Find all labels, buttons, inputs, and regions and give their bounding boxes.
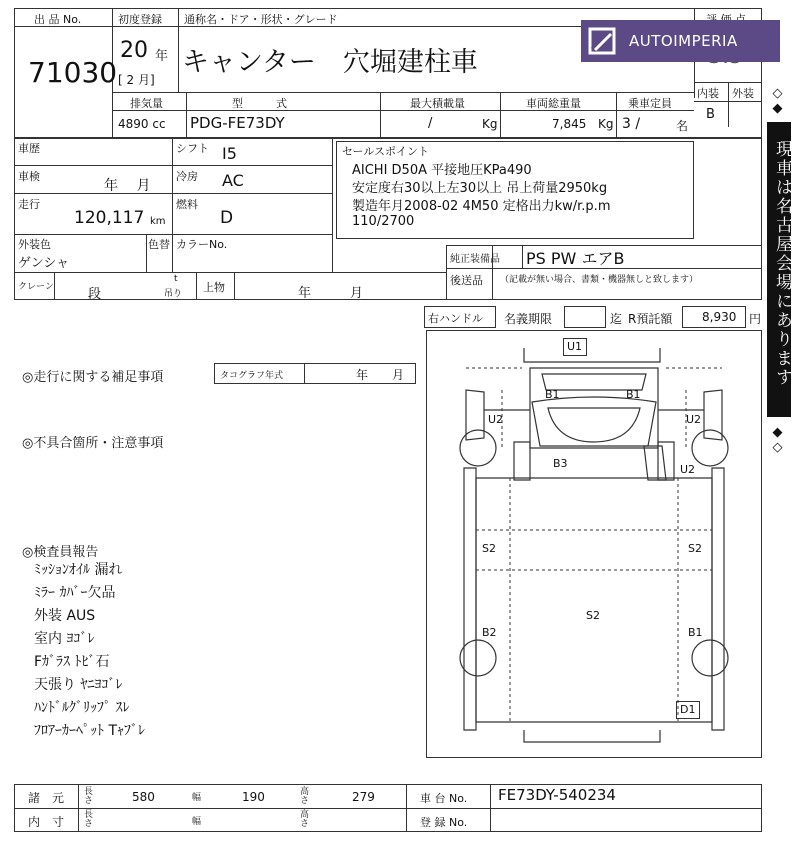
sales-point-line: 製造年月2008-02 4M50 定格出力kw/r.p.m: [352, 199, 611, 214]
chassis-label: 車 台 No.: [420, 792, 468, 805]
inspector-line: 室内 ﾖｺﾞﾚ: [34, 631, 95, 647]
color-no-label: カラーNo.: [176, 238, 228, 251]
model-label: 型 式: [232, 97, 287, 110]
lot-number: 71030: [28, 56, 118, 89]
sales-point-line: 安定度右30以上左30以上 吊上荷量2950kg: [352, 181, 608, 196]
shift-label: シフト: [176, 142, 209, 155]
width-label: 幅: [192, 793, 202, 803]
model-value: PDG-FE73DY: [190, 114, 285, 132]
mileage-label: 走行: [18, 198, 40, 211]
crane-label: クレーン: [18, 282, 54, 292]
term-suffix: 迄: [610, 312, 623, 326]
lot-label: 出 品 No.: [34, 13, 82, 26]
name-label: 通称名・ドア・形状・グレード: [184, 13, 338, 26]
sales-points-label: セールスポイント: [342, 145, 430, 158]
upper-label: 上物: [203, 281, 225, 294]
diagram-mark: U1: [567, 340, 583, 353]
capacity-unit: 名: [676, 119, 689, 133]
ac-label: 冷房: [176, 170, 198, 183]
diagram-mark: B1: [688, 626, 703, 639]
interior-label: 内装: [697, 87, 719, 100]
diagram-mark: U2: [488, 413, 504, 426]
inspector-line: ﾐﾗｰ ｶﾊﾞｰ欠品: [34, 585, 116, 601]
diagram-mark: B2: [482, 626, 497, 639]
delivery-label: 後送品: [450, 274, 483, 287]
recycle-unit: 円: [749, 312, 762, 326]
gvw-value: 7,845: [552, 117, 587, 131]
size-label: 内 寸: [28, 815, 65, 829]
term-box: [564, 306, 606, 328]
first-reg-label: 初度登録: [118, 13, 162, 26]
spec-label: 諸 元: [28, 791, 65, 805]
displacement-value: 4890 cc: [118, 117, 166, 131]
height-value: 279: [352, 790, 375, 804]
side-banner-top: ◇◆: [770, 86, 785, 116]
car-name: キャンター 穴堀建柱車: [182, 47, 478, 78]
max-load-value: /: [428, 116, 433, 131]
logo-text: AUTOIMPERIA: [629, 32, 738, 50]
exterior-color-value: ゲンシャ: [18, 256, 70, 271]
tacho-value: 年 月: [356, 368, 405, 382]
inspector-line: ﾌﾛｱｰｶｰﾍﾟｯﾄ Tｬﾌﾞﾚ: [34, 723, 146, 739]
max-load-unit: Kg: [482, 117, 498, 131]
inspector-label: ◎検査員報告: [22, 545, 99, 560]
diagram-mark: U2: [686, 413, 702, 426]
inspector-line: 外装 AUS: [34, 608, 96, 624]
diagram-mark: U2: [680, 463, 696, 476]
year-value: 20: [120, 38, 148, 63]
gvw-label: 車両総重量: [526, 97, 581, 110]
length-label: 長さ: [84, 810, 94, 829]
recycle-value: 8,930: [702, 310, 737, 324]
driving-notes-label: ◎走行に関する補足事項: [22, 370, 164, 385]
upper-value: 年 月: [298, 286, 364, 301]
diagram-mark: S2: [586, 609, 600, 622]
width-label: 幅: [192, 817, 202, 827]
logo-mark-icon: [587, 26, 617, 56]
inspector-line: ﾊﾝﾄﾞﾙｸﾞﾘｯﾌﾟ ｽﾚ: [34, 700, 130, 716]
side-banner-bottom: ◆◇: [770, 425, 785, 455]
defect-notes-label: ◎不具合箇所・注意事項: [22, 436, 164, 451]
sales-point-line: 110/2700: [352, 214, 415, 229]
diagram-mark: S2: [482, 542, 496, 555]
diagram-mark: B1: [626, 388, 641, 401]
autoimperia-logo: [581, 20, 780, 62]
year-unit: 年: [155, 49, 169, 64]
mileage-value: 120,117: [74, 208, 145, 228]
diagram-mark: B1: [545, 388, 560, 401]
inspector-line: 天張り ﾔﾆﾖｺﾞﾚ: [34, 677, 123, 693]
genuine-value: PS PW エアB: [526, 249, 625, 268]
interior-grade: B: [706, 107, 715, 122]
tacho-label: タコグラフ年式: [220, 371, 284, 381]
displacement-label: 排気量: [130, 97, 163, 110]
inspector-line: Fｶﾞﾗｽ ﾄﾋﾞ石: [34, 654, 110, 670]
shift-value: I5: [222, 144, 237, 163]
diagram-mark: D1: [680, 703, 696, 716]
history-label: 車歴: [18, 142, 40, 155]
crane-ton-top: t: [174, 274, 178, 284]
height-label: 高さ: [300, 787, 310, 806]
ac-value: AC: [222, 171, 244, 190]
diagram-mark: B3: [553, 457, 568, 470]
term-label: 名義期限: [504, 312, 553, 326]
delivery-note: （記載が無い場合、書類・機器無しと致します）: [500, 275, 699, 285]
recycle-label: R預託額: [628, 312, 673, 326]
fuel-value: D: [220, 208, 234, 228]
chassis-value: FE73DY-540234: [498, 786, 616, 804]
diagram-mark: S2: [688, 542, 702, 555]
truck-diagram: [426, 330, 762, 758]
capacity-value: 3 /: [622, 116, 641, 132]
inspection-label: 車検: [18, 170, 40, 183]
registration-label: 登 録 No.: [420, 816, 468, 829]
exterior-color-label: 外装色: [18, 238, 51, 251]
inspection-value: 年 月: [104, 178, 151, 194]
sales-point-line: AICHI D50A 平接地圧KPa490: [352, 163, 532, 178]
mileage-unit: km: [150, 216, 166, 227]
gvw-unit: Kg: [598, 117, 614, 131]
length-label: 長さ: [84, 787, 94, 806]
inspector-line: ﾐｯｼｮﾝｵｲﾙ 漏れ: [34, 562, 123, 578]
length-value: 580: [132, 790, 155, 804]
genuine-label: 純正装備品: [450, 254, 500, 265]
month-value: [ 2 月]: [118, 73, 155, 87]
max-load-label: 最大積載量: [410, 97, 465, 110]
handle-label: 右ハンドル: [428, 312, 483, 325]
crane-ton-bottom: 吊り: [164, 289, 183, 299]
crane-stage: 段: [88, 287, 102, 302]
exterior-label: 外装: [732, 87, 754, 100]
side-banner-text: 現車は名古屋会場にあります: [772, 140, 792, 387]
width-value: 190: [242, 790, 265, 804]
height-label: 高さ: [300, 810, 310, 829]
fuel-label: 燃料: [176, 198, 198, 211]
color-change-label: 色替: [148, 238, 170, 251]
capacity-label: 乗車定員: [628, 97, 672, 110]
